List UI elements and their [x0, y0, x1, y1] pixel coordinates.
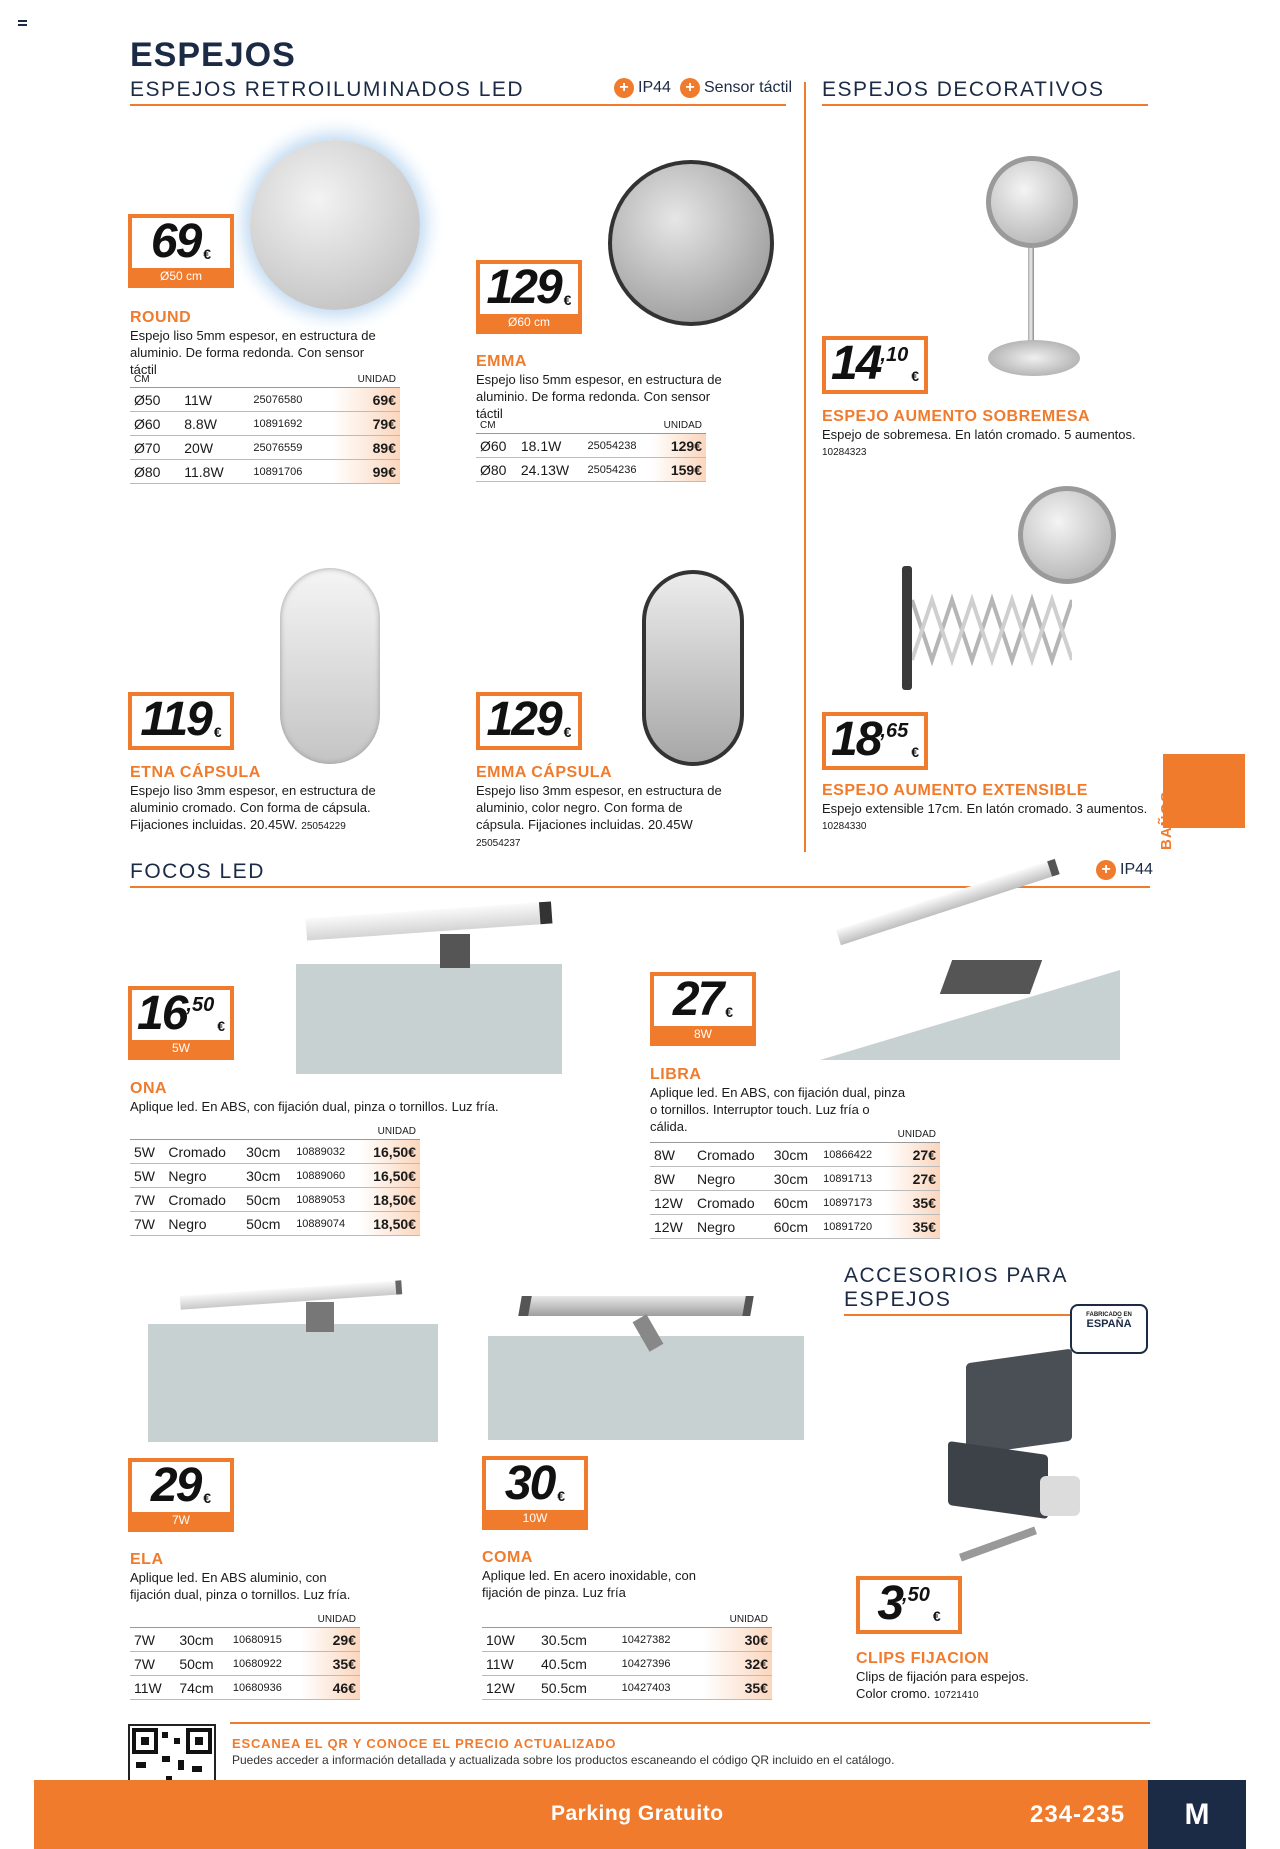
table-row — [130, 460, 400, 484]
table-cell: Negro — [164, 1164, 242, 1188]
table-cell: 12W — [650, 1191, 693, 1215]
table-cell: 10427382 — [618, 1628, 703, 1652]
etna-desc — [130, 782, 380, 835]
coma-table — [482, 1614, 772, 1700]
side-tab — [1163, 754, 1245, 828]
round-price-tag — [128, 214, 234, 288]
table-cell: Cromado — [693, 1143, 770, 1167]
table-row — [650, 1143, 940, 1167]
extensible-price-tag — [822, 712, 928, 770]
price-part: Espejo liso 3mm espesor, en estructura de aluminio, color negro. Con forma de cápsula. Fijaciones incluidas. 20.45W — [476, 783, 722, 832]
table-row — [130, 1628, 360, 1652]
clips-desc — [856, 1668, 1056, 1704]
table-cell: Ø80 — [476, 458, 517, 482]
table-row — [650, 1191, 940, 1215]
coma-price-tag — [482, 1456, 588, 1530]
badge-focos-ip44-label: IP44 — [1120, 861, 1153, 878]
table-cell: Negro — [693, 1167, 770, 1191]
sobremesa-name: ESPEJO AUMENTO SOBREMESA — [822, 408, 1091, 425]
made-in-spain-badge — [1070, 1304, 1148, 1354]
table-cell: Ø70 — [130, 436, 180, 460]
price-part: € — [911, 744, 919, 760]
section-title-backlit-text: ESPEJOS RETROILUMINADOS LED — [130, 78, 525, 101]
emma-mirror-image — [608, 160, 774, 326]
section-title-acc-text: ACCESORIOS PARA ESPEJOS — [844, 1264, 1067, 1311]
table-cell: 10889053 — [292, 1188, 360, 1212]
table-cell: 8W — [650, 1167, 693, 1191]
price-part: 16 — [137, 987, 187, 1040]
table-cell: 50.5cm — [537, 1676, 618, 1700]
table-cell-price: 27€ — [886, 1143, 940, 1167]
table-cell: 10889032 — [292, 1140, 360, 1164]
brand-logo-letter: M — [1184, 1798, 1210, 1831]
table-cell: 30.5cm — [537, 1628, 618, 1652]
price-part: ,10 — [880, 344, 909, 366]
table-cell: 10891713 — [819, 1167, 886, 1191]
table-cell — [537, 1614, 618, 1628]
currency: € — [203, 246, 212, 262]
table-cell — [482, 1614, 537, 1628]
table-cell: 20W — [180, 436, 249, 460]
table-cell: 5W — [130, 1164, 164, 1188]
table-row — [476, 458, 706, 482]
clips-name: CLIPS FIJACION — [856, 1650, 990, 1667]
table-cell-price: 35€ — [886, 1191, 940, 1215]
table-cell: 10889074 — [292, 1212, 360, 1236]
price-part: 18 — [831, 713, 881, 766]
coma-mirror-panel — [488, 1336, 804, 1440]
emma-desc: Espejo liso 5mm espesor, en estructura de aluminio. De forma redonda. Con sensor táctil — [476, 372, 722, 421]
table-cell — [693, 1129, 770, 1143]
table-cell-price: 18,50€ — [360, 1188, 420, 1212]
table-cell: 10680936 — [229, 1676, 301, 1700]
table-cell: 7W — [130, 1212, 164, 1236]
table-cell — [249, 374, 332, 388]
table-cell: 25054238 — [584, 434, 652, 458]
section-title-decor — [822, 78, 1148, 106]
table-cell: 50cm — [242, 1188, 292, 1212]
table-cell: Ø50 — [130, 388, 180, 412]
round-name: ROUND — [130, 309, 192, 326]
side-label: BAÑOS — [1158, 790, 1175, 850]
table-cell-price: 46€ — [301, 1676, 360, 1700]
round-table — [130, 374, 400, 484]
plus-icon: + — [680, 78, 700, 98]
table-row — [476, 434, 706, 458]
table-row — [482, 1676, 772, 1700]
table-row — [130, 1676, 360, 1700]
table-cell: 8W — [650, 1143, 693, 1167]
table-cell — [584, 420, 652, 434]
table-cell: Negro — [164, 1212, 242, 1236]
table-cell-price: 18,50€ — [360, 1212, 420, 1236]
emma-table — [476, 420, 706, 482]
badge-sensor-label: Sensor táctil — [704, 79, 793, 96]
ona-desc: Aplique led. En ABS, con fijación dual, pinza o tornillos. Luz fría. — [130, 1099, 499, 1114]
table-cell: 25076580 — [249, 388, 332, 412]
emma-capsula-mirror-image — [642, 570, 744, 766]
emma-price-tag — [476, 260, 582, 334]
table-cell — [180, 374, 249, 388]
plus-icon: + — [1096, 860, 1116, 880]
table-cell: 10680922 — [229, 1652, 301, 1676]
ela-desc: Aplique led. En ABS aluminio, con fijación dual, pinza o tornillos. Luz fría. — [130, 1570, 351, 1602]
table-cell-price: 30€ — [703, 1628, 772, 1652]
price-part: 129 — [486, 693, 561, 746]
table-cell-price: 35€ — [703, 1676, 772, 1700]
table-row — [130, 1164, 420, 1188]
ela-mirror-panel — [148, 1324, 438, 1442]
product-ref: 25054229 — [301, 821, 346, 832]
price-part: € — [563, 724, 572, 740]
ela-price-tag — [128, 1458, 234, 1532]
table-cell: 10891720 — [819, 1215, 886, 1239]
libra-name: LIBRA — [650, 1066, 702, 1083]
emma-capsula-name: EMMA CÁPSULA — [476, 764, 613, 781]
sobremesa-base — [988, 340, 1080, 376]
table-cell: 60cm — [770, 1215, 819, 1239]
table-cell-price: 35€ — [301, 1652, 360, 1676]
table-cell: 40.5cm — [537, 1652, 618, 1676]
table-cell: 30cm — [242, 1140, 292, 1164]
sobremesa-ref: 10284323 — [822, 447, 867, 458]
price-part: ,65 — [880, 720, 909, 742]
table-cell: UNIDAD — [651, 420, 706, 434]
price-part: ,50 — [902, 1584, 930, 1606]
coma-desc: Aplique led. En acero inoxidable, con fijación de pinza. Luz fría — [482, 1568, 696, 1600]
table-cell: Ø60 — [476, 434, 517, 458]
table-cell: 30cm — [242, 1164, 292, 1188]
product-ref: 10721410 — [934, 1690, 979, 1701]
ona-table — [130, 1126, 420, 1236]
table-cell: 30cm — [175, 1628, 229, 1652]
ona-price-tag — [128, 986, 234, 1060]
menu-icon[interactable] — [18, 20, 27, 26]
table-cell: 18.1W — [517, 434, 584, 458]
clips-price-tag — [856, 1576, 962, 1634]
table-cell: 11W — [180, 388, 249, 412]
table-cell-price: 69€ — [332, 388, 400, 412]
table-cell: Cromado — [164, 1188, 242, 1212]
table-row — [650, 1215, 940, 1239]
extensible-arm — [912, 590, 1072, 670]
price-part: 29 — [150, 1459, 201, 1512]
table-cell: 11.8W — [180, 460, 249, 484]
table-cell: Cromado — [164, 1140, 242, 1164]
table-cell-price: 89€ — [332, 436, 400, 460]
table-row — [130, 1652, 360, 1676]
table-row — [130, 436, 400, 460]
price-part: 27 — [672, 973, 723, 1026]
table-cell-price: 35€ — [886, 1215, 940, 1239]
etna-price-tag — [128, 692, 234, 750]
emma-capsula-price-tag — [476, 692, 582, 750]
table-cell: 74cm — [175, 1676, 229, 1700]
badge-ip44-label: IP44 — [638, 79, 671, 96]
table-cell: CM — [476, 420, 517, 434]
table-cell — [175, 1614, 229, 1628]
table-cell: Negro — [693, 1215, 770, 1239]
libra-price-tag — [650, 972, 756, 1046]
ona-lamp-clip — [440, 934, 470, 968]
price-part: 14 — [831, 337, 881, 390]
table-row — [650, 1167, 940, 1191]
etna-mirror-image — [280, 568, 380, 764]
table-cell — [242, 1126, 292, 1140]
clips-screw — [959, 1527, 1037, 1562]
brand-logo[interactable] — [1148, 1780, 1246, 1849]
section-title-focos-text: FOCOS LED — [130, 860, 265, 883]
qr-text: Puedes acceder a información detallada y actualizada sobre los productos escaneando el código QR incluido en el catálogo. — [232, 1753, 895, 1767]
coma-lamp-image — [518, 1296, 754, 1316]
extensible-ref: 10284330 — [822, 821, 867, 832]
price-part: € — [213, 724, 222, 740]
clips-image-bottom — [948, 1441, 1048, 1519]
ona-mirror-panel — [296, 964, 562, 1074]
table-cell — [164, 1126, 242, 1140]
table-cell: 10427403 — [618, 1676, 703, 1700]
table-cell: 50cm — [242, 1212, 292, 1236]
etna-name: ETNA CÁPSULA — [130, 764, 261, 781]
table-cell: 7W — [130, 1628, 175, 1652]
table-cell: 12W — [650, 1215, 693, 1239]
table-cell: Ø60 — [130, 412, 180, 436]
section-title-decor-text: ESPEJOS DECORATIVOS — [822, 78, 1105, 101]
table-cell: 60cm — [770, 1191, 819, 1215]
table-cell: 10W — [482, 1628, 537, 1652]
ela-name: ELA — [130, 1551, 164, 1568]
round-mirror-image — [250, 140, 420, 310]
table-cell: 30cm — [770, 1143, 819, 1167]
table-row — [130, 1188, 420, 1212]
price-size: 7W — [172, 1513, 190, 1527]
sobremesa-stand — [1028, 248, 1034, 344]
table-row — [130, 412, 400, 436]
table-row — [130, 388, 400, 412]
badge-ip44 — [614, 78, 671, 98]
libra-desc: Aplique led. En ABS, con fijación dual, pinza o tornillos. Interruptor touch. Luz fría o cálida. — [650, 1085, 906, 1134]
product-ref: 25054237 — [476, 838, 521, 849]
table-cell: UNIDAD — [360, 1126, 420, 1140]
price-part: € — [725, 1004, 734, 1020]
table-cell — [130, 1126, 164, 1140]
footer-banner: Parking Gratuito — [551, 1802, 724, 1825]
table-cell-price: 79€ — [332, 412, 400, 436]
table-cell — [618, 1614, 703, 1628]
ela-table — [130, 1614, 360, 1700]
table-row — [482, 1628, 772, 1652]
made-in-label: FABRICADO EN — [1086, 1312, 1132, 1318]
price-size: Ø50 cm — [159, 269, 202, 283]
column-divider — [804, 82, 806, 852]
price-part: € — [557, 1488, 566, 1504]
col-cm: CM — [130, 374, 180, 388]
table-cell: 7W — [130, 1188, 164, 1212]
round-desc: Espejo liso 5mm espesor, en estructura de aluminio. De forma redonda. Con sensor táctil — [130, 328, 376, 377]
price-part: Clips de fijación para espejos. Color cromo. — [856, 1669, 1029, 1701]
badge-focos-ip44 — [1096, 860, 1153, 880]
table-cell: 8.8W — [180, 412, 249, 436]
table-cell: 50cm — [175, 1652, 229, 1676]
qr-heading: ESCANEA EL QR Y CONOCE EL PRECIO ACTUALIZADO — [232, 1736, 617, 1751]
sobremesa-desc: Espejo de sobremesa. En latón cromado. 5 aumentos. — [822, 427, 1136, 442]
table-cell: UNIDAD — [301, 1614, 360, 1628]
table-cell — [292, 1126, 360, 1140]
table-cell — [770, 1129, 819, 1143]
table-cell: 7W — [130, 1652, 175, 1676]
table-cell-price: 32€ — [703, 1652, 772, 1676]
table-cell: 11W — [130, 1676, 175, 1700]
price-part: 119 — [140, 693, 211, 746]
ona-name: ONA — [130, 1080, 168, 1097]
price-part: 3 — [877, 1577, 903, 1630]
table-cell — [130, 1614, 175, 1628]
emma-name: EMMA — [476, 353, 527, 370]
clips-plug — [1040, 1476, 1080, 1516]
table-cell: 24.13W — [517, 458, 584, 482]
table-cell: 10889060 — [292, 1164, 360, 1188]
table-cell: 10897173 — [819, 1191, 886, 1215]
table-row — [130, 1212, 420, 1236]
sobremesa-mirror-image — [986, 156, 1078, 248]
price-size: 8W — [694, 1027, 712, 1041]
currency: € — [563, 292, 572, 308]
extensible-desc: Espejo extensible 17cm. En latón cromado. 3 aumentos. — [822, 801, 1148, 816]
table-cell — [517, 420, 584, 434]
page-title: ESPEJOS — [130, 36, 296, 74]
ona-lamp-image — [306, 901, 553, 940]
table-cell: 5W — [130, 1140, 164, 1164]
plus-icon: + — [614, 78, 634, 98]
table-cell: 11W — [482, 1652, 537, 1676]
table-cell: UNIDAD — [886, 1129, 940, 1143]
sobremesa-price-tag — [822, 336, 928, 394]
page-number: 234-235 — [1030, 1801, 1126, 1828]
table-cell — [819, 1129, 886, 1143]
price-part: € — [203, 1490, 212, 1506]
price-int: 129 — [486, 261, 561, 314]
table-cell — [229, 1614, 301, 1628]
table-cell: 10866422 — [819, 1143, 886, 1167]
table-cell-price: 99€ — [332, 460, 400, 484]
price-int: 69 — [150, 215, 201, 268]
table-row — [482, 1652, 772, 1676]
table-cell: Ø80 — [130, 460, 180, 484]
libra-table — [650, 1129, 940, 1239]
price-part: ,50 — [186, 994, 215, 1016]
table-cell: UNIDAD — [703, 1614, 772, 1628]
price-size: Ø60 cm — [507, 315, 550, 329]
table-cell: 12W — [482, 1676, 537, 1700]
qr-divider — [230, 1722, 1150, 1724]
table-cell: 10891706 — [249, 460, 332, 484]
table-cell — [650, 1129, 693, 1143]
extensible-name: ESPEJO AUMENTO EXTENSIBLE — [822, 782, 1088, 799]
libra-lamp-clip — [940, 960, 1042, 994]
coma-name: COMA — [482, 1549, 533, 1566]
extensible-mirror-image — [1018, 486, 1116, 584]
extensible-wall-mount — [902, 566, 912, 690]
emma-capsula-desc — [476, 782, 726, 852]
table-cell: 10680915 — [229, 1628, 301, 1652]
badge-sensor — [680, 78, 792, 98]
table-cell: 30cm — [770, 1167, 819, 1191]
price-part: 30 — [504, 1457, 555, 1510]
price-part: € — [932, 1608, 941, 1624]
table-cell: 10427396 — [618, 1652, 703, 1676]
price-part: € — [217, 1018, 225, 1034]
table-row — [130, 1140, 420, 1164]
table-cell: Cromado — [693, 1191, 770, 1215]
table-cell: 10891692 — [249, 412, 332, 436]
table-cell-price: 27€ — [886, 1167, 940, 1191]
table-cell-price: 129€ — [651, 434, 706, 458]
price-size: 10W — [522, 1511, 548, 1525]
ela-lamp-clip — [306, 1302, 334, 1332]
price-part: € — [911, 368, 919, 384]
table-cell-price: 159€ — [651, 458, 706, 482]
made-in-country: ESPAÑA — [1086, 1318, 1132, 1330]
table-cell: 25054236 — [584, 458, 652, 482]
ela-lamp-image — [180, 1280, 402, 1309]
table-cell-price: 16,50€ — [360, 1140, 420, 1164]
table-cell-price: 29€ — [301, 1628, 360, 1652]
clips-image-top — [966, 1349, 1072, 1456]
price-size: 5W — [172, 1041, 190, 1055]
table-cell: 25076559 — [249, 436, 332, 460]
price-part: Espejo liso 3mm espesor, en estructura de aluminio cromado. Con forma de cápsula. Fijaciones incluidas. 20.45W. — [130, 783, 376, 832]
col-unit: UNIDAD — [332, 374, 400, 388]
table-cell-price: 16,50€ — [360, 1164, 420, 1188]
